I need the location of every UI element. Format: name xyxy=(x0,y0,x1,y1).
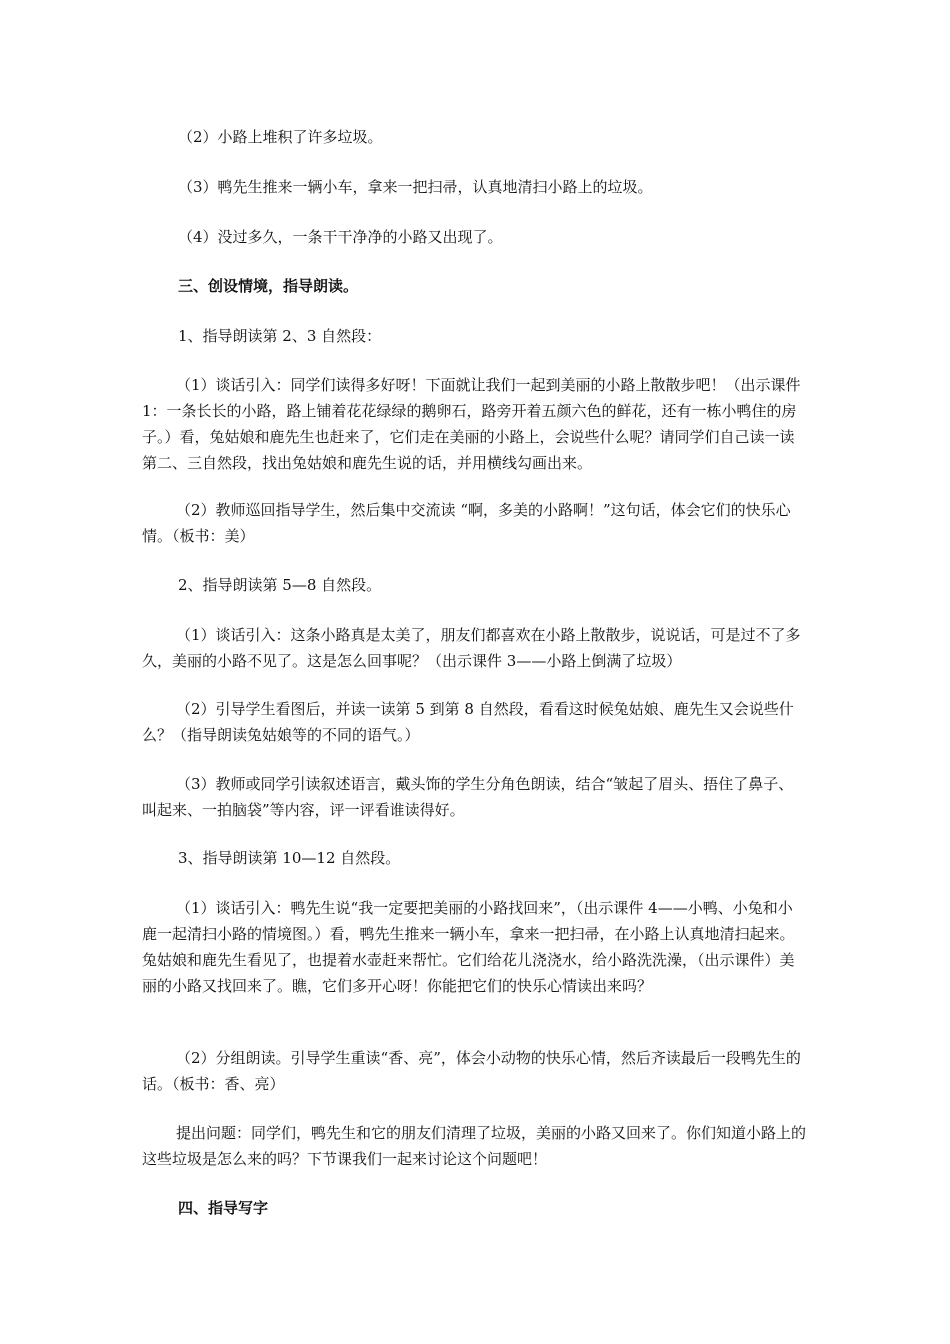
part-2-paragraph-3: （3）教师或同学引读叙述语言，戴头饰的学生分角色朗读，结合“皱起了眉头、捂住了鼻子、叫起来、一拍脑袋”等内容，评一评看谁读得好。 xyxy=(142,775,794,819)
list-item-4: （4）没过多久，一条干干净净的小路又出现了。 xyxy=(178,228,503,246)
part-3-title: 3、指导朗读第 10—12 自然段。 xyxy=(178,849,401,867)
part-3-paragraph-1: （1）谈话引入：鸭先生说“我一定要把美丽的小路找回来”，（出示课件 4——小鸭、小兔和小鹿一起清扫小路的情境图。）看，鸭先生推来一辆小车，拿来一把扫帚，在小路上认真地清扫起来。兔姑娘和鹿先生看见了，也提着水壶赶来帮忙。它们给花儿浇浇水，给小路洗洗澡，（出示课件）美丽的小路又找回来了。瞧，它们多开心呀！你能把它们的快乐心情读出来吗？ xyxy=(142,899,795,995)
section-3-heading: 三、创设情境，指导朗读。 xyxy=(178,277,359,295)
part-1-paragraph-1: （1）谈话引入：同学们读得多好呀！下面就让我们一起到美丽的小路上散散步吧！（出示课件 1：一条长长的小路，路上铺着花花绿绿的鹅卵石，路旁开着五颜六色的鲜花，还有一栋小鸭住的房子。）看，兔姑娘和鹿先生也赶来了，它们走在美丽的小路上，会说些什么呢？请同学们自己读一读第二、三自然段，找出兔姑娘和鹿先生说的话，并用横线勾画出来。 xyxy=(142,376,801,472)
part-1-paragraph-2: （2）教师巡回指导学生，然后集中交流读 “啊，多美的小路啊！”这句话，体会它们的快乐心情。（板书：美） xyxy=(142,501,791,545)
part-2-paragraph-2: （2）引导学生看图后，并读一读第 5 到第 8 自然段，看看这时候兔姑娘、鹿先生又会说些什么？（指导朗读兔姑娘等的不同的语气。） xyxy=(142,700,794,744)
list-item-2: （2）小路上堆积了许多垃圾。 xyxy=(178,128,383,146)
part-2-paragraph-1: （1）谈话引入：这条小路真是太美了，朋友们都喜欢在小路上散散步，说说话，可是过不了多久，美丽的小路不见了。这是怎么回事呢？（出示课件 3——小路上倒满了垃圾） xyxy=(142,626,801,670)
list-item-3: （3）鸭先生推来一辆小车，拿来一把扫帚，认真地清扫小路上的垃圾。 xyxy=(178,178,653,196)
closing-question: 提出问题：同学们，鸭先生和它的朋友们清理了垃圾，美丽的小路又回来了。你们知道小路上的这些垃圾是怎么来的吗？下节课我们一起来讨论这个问题吧！ xyxy=(142,1124,807,1168)
part-1-title: 1、指导朗读第 2、3 自然段： xyxy=(178,327,382,345)
part-3-paragraph-2: （2）分组朗读。引导学生重读“香、亮”，体会小动物的快乐心情，然后齐读最后一段鸭先生的话。（板书：香、亮） xyxy=(142,1049,801,1093)
part-2-title: 2、指导朗读第 5—8 自然段。 xyxy=(178,576,382,594)
section-4-heading: 四、指导写字 xyxy=(178,1199,269,1217)
